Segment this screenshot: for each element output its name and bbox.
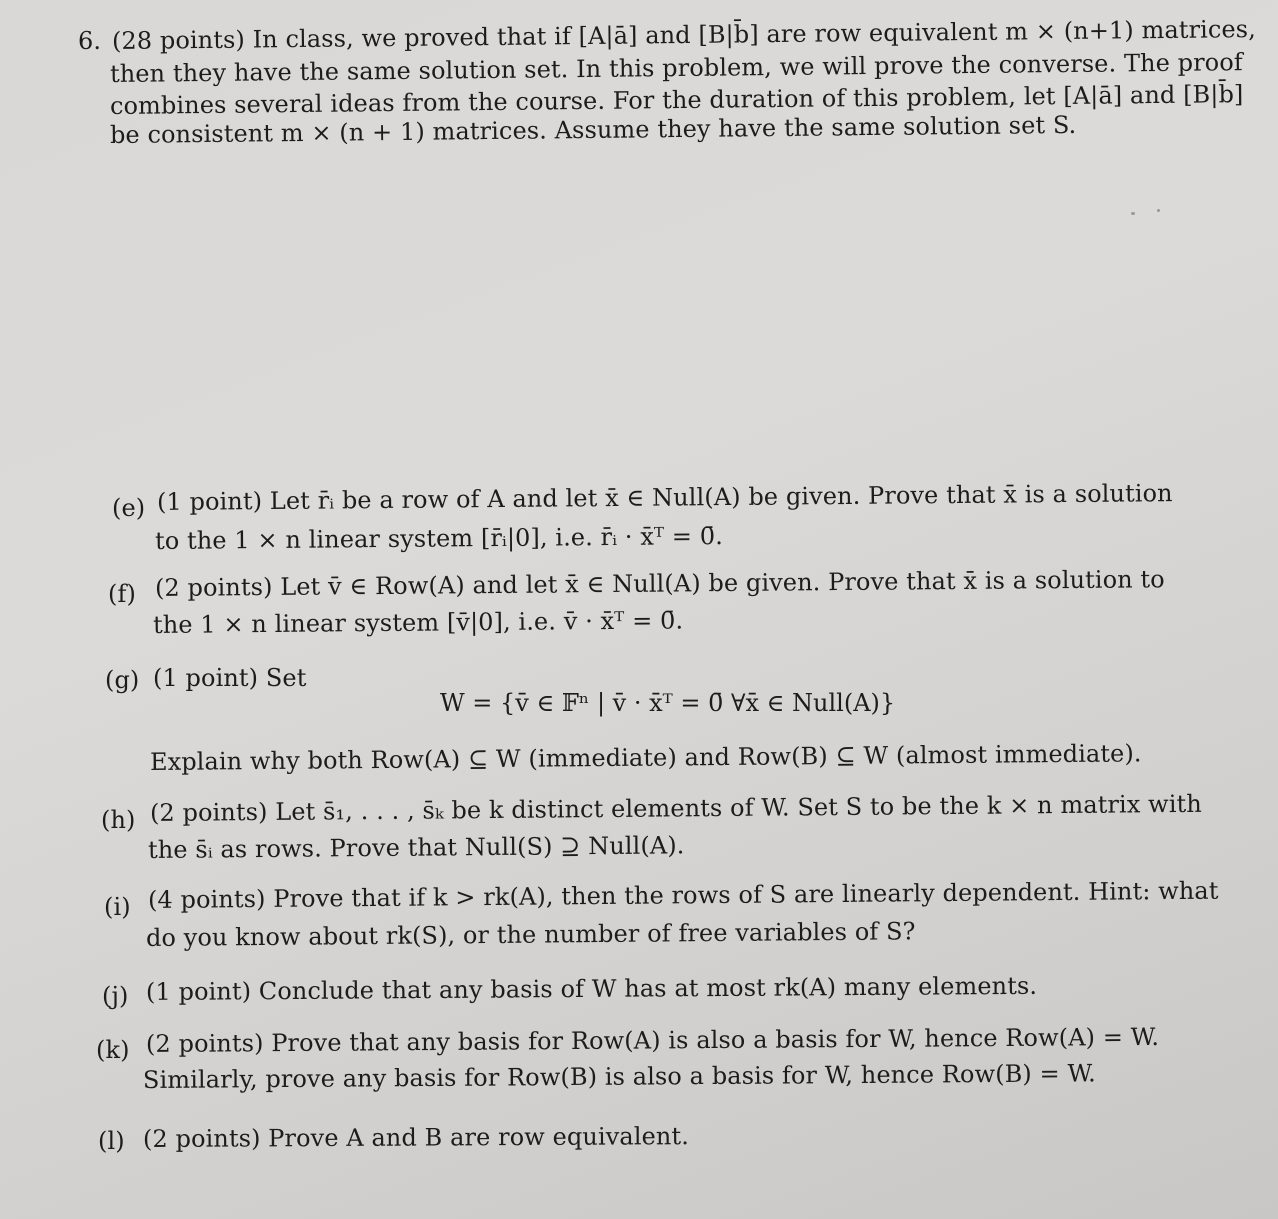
part-text-line: to the 1 × n linear system [r̄ᵢ|0], i.e. r̄ᵢ · x̄ᵀ = 0̄. [154,522,724,555]
part-text-line: (1 point) Let r̄ᵢ be a row of A and let x̄ ∈ Null(A) be given. Prove that x̄ is a solution [156,479,1173,516]
part-text-line: (1 point) Set [153,664,307,692]
part-label: (k) [96,1036,130,1064]
part-label: (e) [112,494,146,522]
part-text-line: (2 points) Prove A and B are row equivalent. [142,1122,689,1153]
part-text-line: the 1 × n linear system [v̄|0], i.e. v̄ · x̄ᵀ = 0̄. [152,606,684,639]
set-definition-equation: W = {v̄ ∈ 𝔽ⁿ | v̄ · x̄ᵀ = 0̄ ∀x̄ ∈ Null(A)} [440,689,896,717]
part-label: (j) [102,982,129,1010]
part-text-line: (2 points) Let s̄₁, . . . , s̄ₖ be k distinct elements of W. Set S to be the k × n matrix with [149,789,1202,827]
part-label: (g) [105,666,140,694]
part-label: (f) [108,580,136,608]
part-text-line: (2 points) Let v̄ ∈ Row(A) and let x̄ ∈ Null(A) be given. Prove that x̄ is a solution to [154,565,1165,602]
part-text-line: Explain why both Row(A) ⊆ W (immediate) and Row(B) ⊆ W (almost immediate). [149,739,1142,776]
pencil-mark [1131,212,1135,215]
part-text-line: the s̄ᵢ as rows. Prove that Null(S) ⊇ Null(A). [147,831,685,864]
part-text-line: Similarly, prove any basis for Row(B) is also a basis for W, hence Row(B) = W. [142,1059,1096,1094]
part-text-line: (1 point) Conclude that any basis of W has at most rk(A) many elements. [145,971,1038,1006]
problem-text-line: combines several ideas from the course. For the duration of this problem, let [A|ā] and [B|b̄] [109,80,1244,120]
part-text-line: (4 points) Prove that if k > rk(A), then the rows of S are linearly dependent. Hint: what [147,876,1219,914]
part-label: (i) [104,893,131,921]
part-text-line: do you know about rk(S), or the number of free variables of S? [145,917,916,952]
pencil-mark [1157,209,1160,212]
problem-text-line: be consistent m × (n + 1) matrices. Assume they have the same solution set S. [109,110,1077,149]
part-text-line: (2 points) Prove that any basis for Row(A) is also a basis for W, hence Row(A) = W. [145,1022,1160,1058]
part-label: (h) [101,806,136,834]
problem-number: 6. [78,27,102,55]
problem-text-line: (28 points) In class, we proved that if [A|ā] and [B|b̄] are row equivalent m × (n+1) matrices, [111,15,1257,55]
problem-text-line: then they have the same solution set. In this problem, we will prove the converse. The proof [109,48,1243,88]
part-label: (l) [98,1127,125,1155]
